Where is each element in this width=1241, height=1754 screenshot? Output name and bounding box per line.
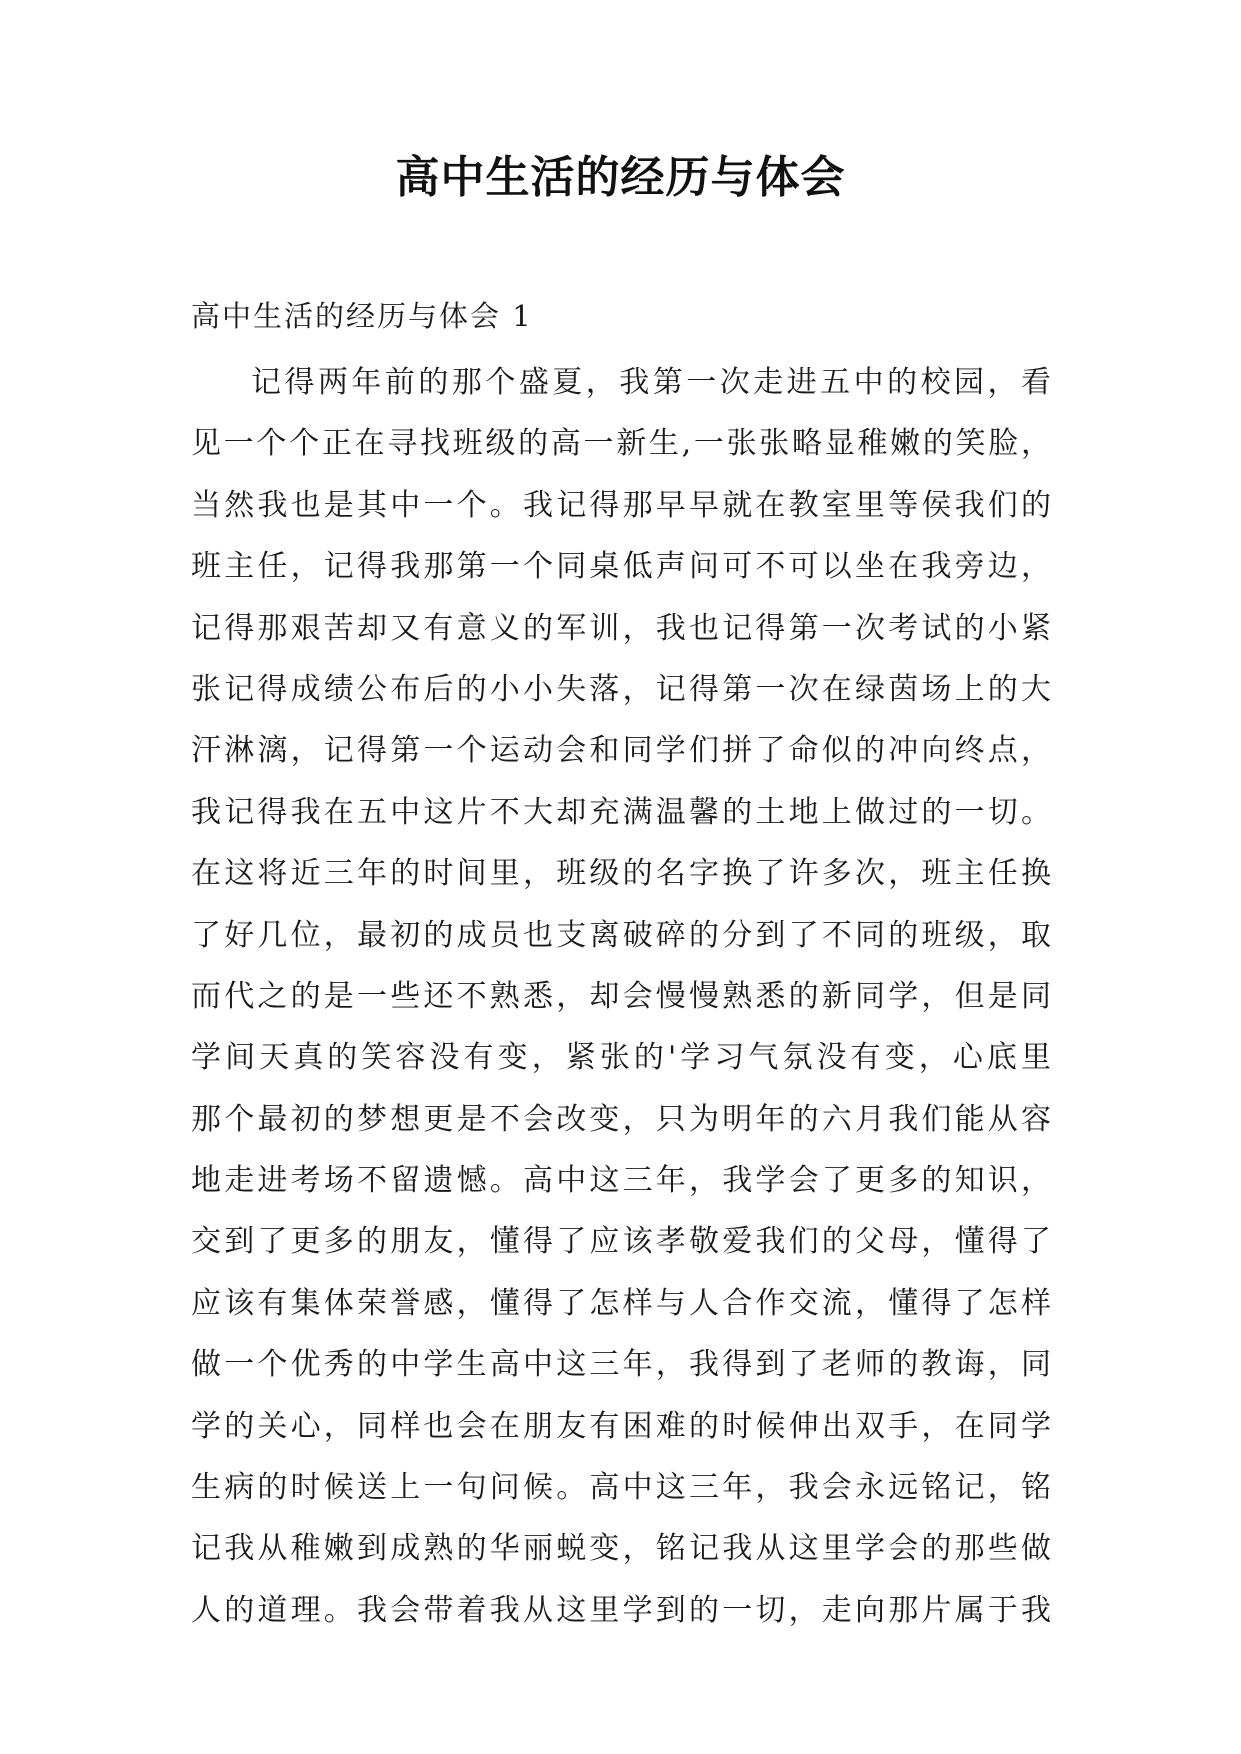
document-title: 高中生活的经历与体会 <box>395 152 846 203</box>
paragraph-line: 记我从稚嫩到成熟的华丽蜕变，铭记我从这里学会的那些做 <box>191 1531 1051 1567</box>
paragraph-line: 应该有集体荣誉感，懂得了怎样与人合作交流，懂得了怎样 <box>191 1285 1051 1321</box>
paragraph-line: 在这将近三年的时间里，班级的名字换了许多次，班主任换 <box>191 856 1051 892</box>
paragraph-line: 人的道理。我会带着我从这里学到的一切，走向那片属于我 <box>191 1592 1051 1628</box>
body-paragraph <box>191 352 1051 1641</box>
paragraph-line: 班主任，记得我那第一个同桌低声问可不可以坐在我旁边， <box>191 549 1051 585</box>
paragraph-line: 了好几位，最初的成员也支离破碎的分到了不同的班级，取 <box>191 917 1051 953</box>
paragraph-line: 那个最初的梦想更是不会改变，只为明年的六月我们能从容 <box>191 1101 1051 1137</box>
paragraph-line: 地走进考场不留遗憾。高中这三年，我学会了更多的知识， <box>191 1163 1051 1199</box>
paragraph-line: 见一个个正在寻找班级的高一新生,一张张略显稚嫩的笑脸， <box>191 426 1051 462</box>
paragraph-line: 生病的时候送上一句问候。高中这三年，我会永远铭记，铭 <box>191 1470 1051 1506</box>
section-heading: 高中生活的经历与体会 1 <box>191 299 533 333</box>
paragraph-line: 张记得成绩公布后的小小失落，记得第一次在绿茵场上的大 <box>191 671 1051 707</box>
paragraph-line: 汗淋漓，记得第一个运动会和同学们拼了命似的冲向终点， <box>191 733 1051 769</box>
paragraph-line: 记得那艰苦却又有意义的军训，我也记得第一次考试的小紧 <box>191 610 1051 646</box>
paragraph-line: 而代之的是一些还不熟悉，却会慢慢熟悉的新同学，但是同 <box>191 978 1051 1014</box>
paragraph-line: 我记得我在五中这片不大却充满温馨的土地上做过的一切。 <box>191 794 1051 830</box>
paragraph-line: 学的关心，同样也会在朋友有困难的时候伸出双手，在同学 <box>191 1408 1051 1444</box>
paragraph-line: 做一个优秀的中学生高中这三年，我得到了老师的教诲，同 <box>191 1347 1051 1383</box>
paragraph-line: 当然我也是其中一个。我记得那早早就在教室里等侯我们的 <box>191 487 1051 523</box>
paragraph-line: 记得两年前的那个盛夏，我第一次走进五中的校园，看 <box>251 365 1051 400</box>
paragraph-line: 学间天真的笑容没有变，紧张的'学习气氛没有变，心底里 <box>191 1040 1051 1076</box>
paragraph-line: 交到了更多的朋友，懂得了应该孝敬爱我们的父母，懂得了 <box>191 1224 1051 1260</box>
